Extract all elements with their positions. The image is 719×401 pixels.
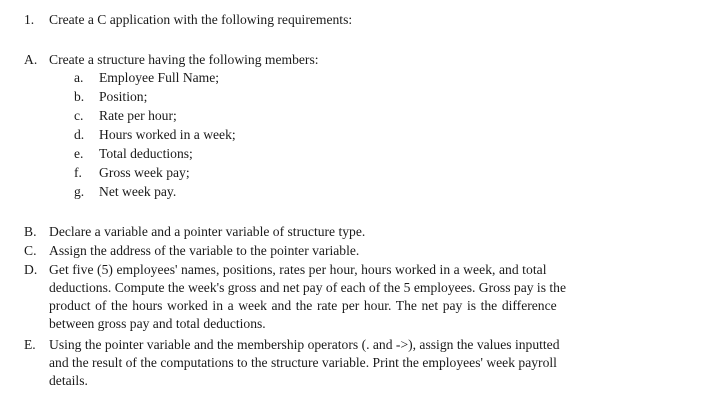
section-a-label: A.: [24, 52, 38, 67]
list-item-label: g.: [74, 184, 85, 199]
list-item-label: d.: [74, 127, 85, 142]
list-item-label: b.: [74, 89, 85, 104]
heading-number: 1.: [24, 12, 35, 27]
list-item-label: f.: [74, 165, 82, 180]
section-e-line-1: Using the pointer variable and the membership operators (. and ->), assign the values inputted: [49, 337, 560, 352]
section-b-label: B.: [24, 224, 37, 239]
section-a-text: Create a structure having the following members:: [49, 52, 319, 67]
section-e-line-3: details.: [49, 373, 88, 388]
section-b-text: Declare a variable and a pointer variable of structure type.: [49, 224, 366, 239]
section-d-line-4: between gross pay and total deductions.: [49, 316, 266, 331]
list-item-text: Total deductions;: [99, 146, 193, 161]
section-e-line-2: and the result of the computations to the structure variable. Print the employees' week payroll: [49, 355, 557, 370]
list-item-text: Net week pay.: [99, 184, 177, 199]
list-item-label: a.: [74, 70, 84, 85]
list-item-label: c.: [74, 108, 84, 123]
heading-text: Create a C application with the following requirements:: [49, 12, 353, 27]
list-item-text: Employee Full Name;: [99, 70, 220, 85]
list-item-text: Gross week pay;: [99, 165, 190, 180]
section-c-label: C.: [24, 243, 37, 258]
section-c-text: Assign the address of the variable to the pointer variable.: [49, 243, 360, 258]
list-item-label: e.: [74, 146, 84, 161]
section-d-line-1: Get five (5) employees' names, positions, rates per hour, hours worked in a week, and total: [49, 262, 547, 277]
list-item-text: Position;: [99, 89, 148, 104]
list-item-text: Hours worked in a week;: [99, 127, 236, 142]
list-item-text: Rate per hour;: [99, 108, 177, 123]
section-d-line-3: product of the hours worked in a week and the rate per hour. The net pay is the difference: [49, 298, 557, 313]
section-d-label: D.: [24, 262, 38, 277]
section-e-label: E.: [24, 337, 36, 352]
section-d-line-2: deductions. Compute the week's gross and net pay of each of the 5 employees. Gross pay is the: [49, 280, 567, 295]
